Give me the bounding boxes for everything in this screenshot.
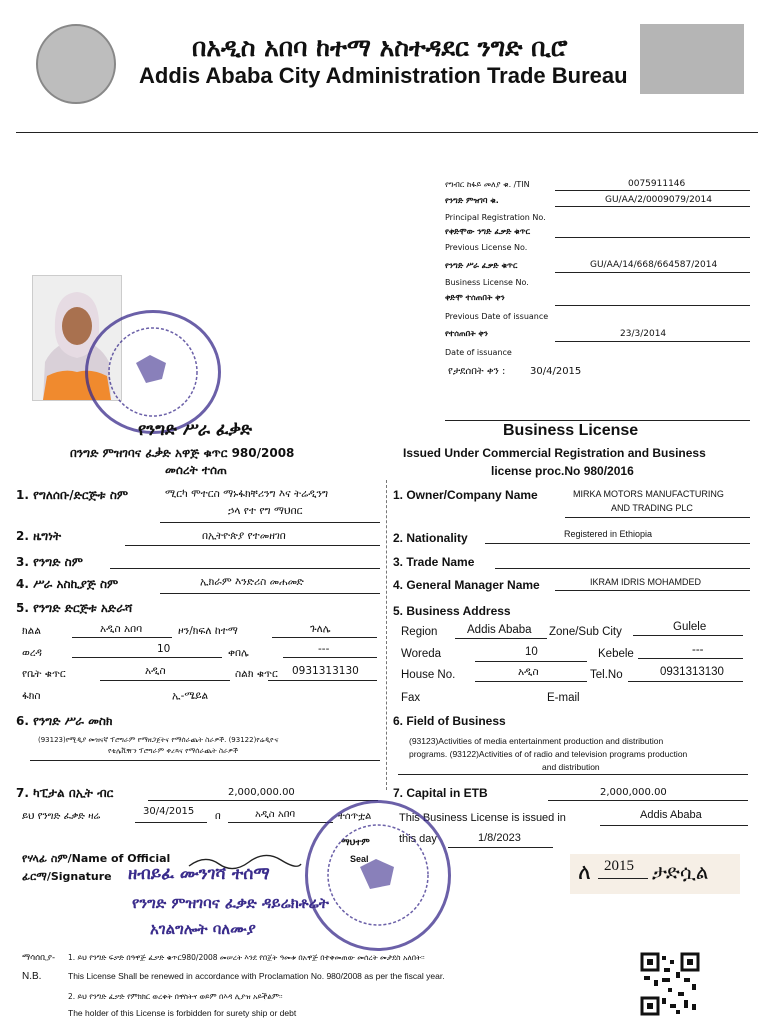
owner-label-en: 1. Owner/Company Name <box>393 488 538 502</box>
field-value-en-3: and distribution <box>542 762 600 772</box>
issue-date-en: 1/8/2023 <box>478 832 521 844</box>
title-english-sub2: license proc.No 980/2016 <box>491 464 634 478</box>
prev-license-label-am: የቀድሞው ንግድ ፈቃድ ቁጥር <box>445 227 531 236</box>
note-2-am: 2. ይህ የንግድ ፈቃድ የምክክር ወረቀት በዋስትና ወይም በእዳ ሊያዝ አይችልም፡፡ <box>68 992 283 1001</box>
kebele-value-en: --- <box>692 644 704 656</box>
woreda-value-am: 10 <box>157 643 171 655</box>
owner-value-am-2: ኃላ የተ የግ ማህበር <box>228 505 303 517</box>
official-stamp-seal <box>305 800 451 951</box>
region-label-am: ክልል <box>22 625 41 637</box>
tel-value-en: 0931313130 <box>660 666 724 678</box>
kebele-label-am: ቀበሌ <box>228 647 249 659</box>
header-divider <box>16 132 758 133</box>
issue-day-en: this day <box>399 833 437 845</box>
field-label-am: 6. የንግድ ሥራ መስክ <box>16 714 113 728</box>
capital-value-am: 2,000,000.00 <box>228 787 295 798</box>
zone-label-am: ዞን/ክፍለ ከተማ <box>178 625 238 637</box>
city-emblem-right <box>640 24 744 94</box>
owner-value-am-1: ሚርካ ሞተርስ ማኑፋክቸሪንግ እና ትሬዲንግ <box>165 488 329 500</box>
nationality-value-en: Registered in Ethiopia <box>564 529 653 539</box>
issue-date-value: 23/3/2014 <box>620 329 667 339</box>
official-stamp-line3: አገልግሎት ባለሙያ <box>150 920 256 938</box>
owner-value-en-2: AND TRADING PLC <box>611 503 693 513</box>
title-english-sub1: Issued Under Commercial Registration and Business <box>403 446 706 460</box>
header-title-amharic: በአዲስ አበባ ከተማ አስተዳደር ንግድ ቢሮ <box>192 33 568 62</box>
trade-name-label-am: 3. የንግድ ስም <box>16 555 83 569</box>
title-english: Business License <box>503 422 639 439</box>
seal-label-en: Seal <box>350 854 369 864</box>
owner-label-am: 1. የግለሰቡ/ድርጅቱ ስም <box>16 488 129 502</box>
field-value-en-2: programs. (93122)Activities of of radio and television programs production <box>409 749 688 759</box>
kebele-label-en: Kebele <box>598 648 634 660</box>
issue-b-am: በ <box>215 811 221 822</box>
tin-value: 0075911146 <box>628 179 686 189</box>
license-value: GU/AA/14/668/664587/2014 <box>590 260 718 270</box>
fax-label-en: Fax <box>401 692 421 704</box>
woreda-label-am: ወረዳ <box>22 647 42 659</box>
title-amharic-sub1: በንግድ ምዝገባና ፈቃድ አዋጅ ቁጥር 980/2008 <box>70 446 295 460</box>
issue-date-label-am: የተሰጠበት ቀን <box>445 329 488 338</box>
region-label-en: Region <box>401 626 438 638</box>
field-value-am-1: (93123)የሚዲያ መዝናኛ ፕሮግራም የማዘጋጀትና የማሰራጨት ስራዎች. (93122)የሬዲዮና <box>38 736 279 744</box>
qr-code <box>640 952 700 1016</box>
owner-value-en-1: MIRKA MOTORS MANUFACTURING <box>573 489 724 499</box>
official-stamp-line1: ዘብይፈ ሙንገሻ ተሰማ <box>128 864 270 884</box>
address-label-en: 5. Business Address <box>393 604 511 618</box>
prev-date-label-en: Previous Date of issuance <box>445 312 549 321</box>
note-1-en: This License Shall be renewed in accordance with Proclamation No. 980/2008 as per the fiscal year. <box>68 971 445 981</box>
renewal-year: 2015 <box>604 858 634 874</box>
license-label-en: Business License No. <box>445 278 529 287</box>
field-value-en-1: (93123)Activities of media entertainment production and distribution <box>409 736 664 746</box>
renewal-suffix: ታድሷል <box>652 860 709 884</box>
nationality-value-am: በኢትዮጵያ የተመዘገበ <box>202 530 286 542</box>
manager-value-en: IKRAM IDRIS MOHAMDED <box>590 577 702 587</box>
license-label-am: የንግድ ሥራ ፈቃድ ቁጥር <box>445 261 518 270</box>
issue-prefix-am: ይህ የንግድ ፈቃድ ዛሬ <box>22 811 101 822</box>
reg-label-en: Principal Registration No. <box>445 213 546 222</box>
field-value-am-2: የቴሌቪዥን ፕሮግራም ቀረጻና የማሰራጨት ስራዎች <box>108 747 238 755</box>
reg-value: GU/AA/2/0009079/2014 <box>605 195 712 205</box>
issue-date-am: 30/4/2015 <box>143 806 195 817</box>
renewal-date-value: 30/4/2015 <box>530 366 582 377</box>
email-label-en: E-mail <box>547 692 580 704</box>
house-value-en: አዲስ <box>518 666 539 678</box>
woreda-label-en: Woreda <box>401 648 442 660</box>
house-label-en: House No. <box>401 669 456 681</box>
column-divider <box>386 480 387 790</box>
manager-label-am: 4. ሥራ አስኪያጅ ስም <box>16 577 119 591</box>
renewal-prefix: ለ <box>578 860 591 885</box>
field-label-en: 6. Field of Business <box>393 714 506 728</box>
bureau-seal-left <box>36 24 116 104</box>
zone-label-en: Zone/Sub City <box>549 626 622 638</box>
issue-place-en: Addis Ababa <box>640 809 702 821</box>
signature-label: ፊርማ/Signature <box>22 870 112 883</box>
issue-prefix-en: This Business License is issued in <box>399 812 566 824</box>
prev-date-label-am: ቀድሞ ተሰጠበት ቀን <box>445 293 505 302</box>
woreda-value-en: 10 <box>525 646 538 658</box>
region-value-am: አዲስ አበባ <box>100 623 143 635</box>
issue-date-label-en: Date of issuance <box>445 348 512 357</box>
tel-value-am: 0931313130 <box>292 665 359 677</box>
house-label-am: የቤት ቁጥር <box>22 668 66 680</box>
title-amharic-sub2: መሰረት ተሰጠ <box>165 463 228 477</box>
notes-label-am: ማሳሰቢያ- <box>22 953 56 963</box>
reg-label-am: የንግድ ምዝገባ ቁ. <box>445 196 499 205</box>
note-1-am: 1. ይህ የንግድ ፍቃድ በዓዋጅ ፈቃድ ቁጥር980/2008 መሠረት እንደ የበጀት ዓመቱ በአዋጅ በተቀመጠው መሰረት መታደስ አለበት፡፡ <box>68 953 425 962</box>
nationality-label-en: 2. Nationality <box>393 531 468 545</box>
nationality-label-am: 2. ዜግነት <box>16 529 62 543</box>
prev-license-label-en: Previous License No. <box>445 243 528 252</box>
renewal-date-label: የታደሰበት ቀን : <box>448 366 506 377</box>
signature-scribble <box>185 852 305 872</box>
zone-value-am: ጉለሌ <box>310 623 331 635</box>
seal-label-am: ማህተም <box>341 838 370 848</box>
zone-value-en: Gulele <box>673 621 707 633</box>
note-2-en: The holder of this License is forbidden for surety ship or debt <box>68 1008 297 1018</box>
fax-label-am: ፋክስ <box>22 690 41 702</box>
title-amharic: የንግድ ሥራ ፈቃድ <box>138 420 253 440</box>
official-name-label: የሃላፊ ስም/Name of Official <box>22 852 171 865</box>
manager-label-en: 4. General Manager Name <box>393 578 540 592</box>
capital-label-en: 7. Capital in ETB <box>393 786 488 800</box>
region-value-en: Addis Ababa <box>467 624 532 636</box>
issue-suffix-am: ተሰጥቷል <box>338 811 372 822</box>
capital-value-en: 2,000,000.00 <box>600 787 667 798</box>
house-value-am: አዲስ <box>145 665 166 677</box>
official-stamp-line2: የንግድ ምዝገባና ፈቃድ ዳይሬክቶሬት <box>132 894 329 912</box>
capital-label-am: 7. ካፒታል በኢት ብር <box>16 786 114 800</box>
issue-place-am: አዲስ አበባ <box>255 809 296 820</box>
address-label-am: 5. የንግድ ድርጅቱ አድራሻ <box>16 601 133 615</box>
header-title-english: Addis Ababa City Administration Trade Bureau <box>139 63 628 88</box>
manager-value-am: ኢክራም እንድሪስ መሐመድ <box>200 576 304 588</box>
official-stamp-photo <box>85 310 221 434</box>
email-label-am: ኢ-ሜይል <box>172 690 209 702</box>
tin-label: የግብር ከፋይ መለያ ቁ. /TIN <box>445 180 530 189</box>
tel-label-am: ስልክ ቁጥር <box>235 668 278 680</box>
kebele-value-am: --- <box>318 643 330 655</box>
notes-label-en: N.B. <box>22 971 42 982</box>
tel-label-en: Tel.No <box>590 669 623 681</box>
trade-name-label-en: 3. Trade Name <box>393 555 475 569</box>
